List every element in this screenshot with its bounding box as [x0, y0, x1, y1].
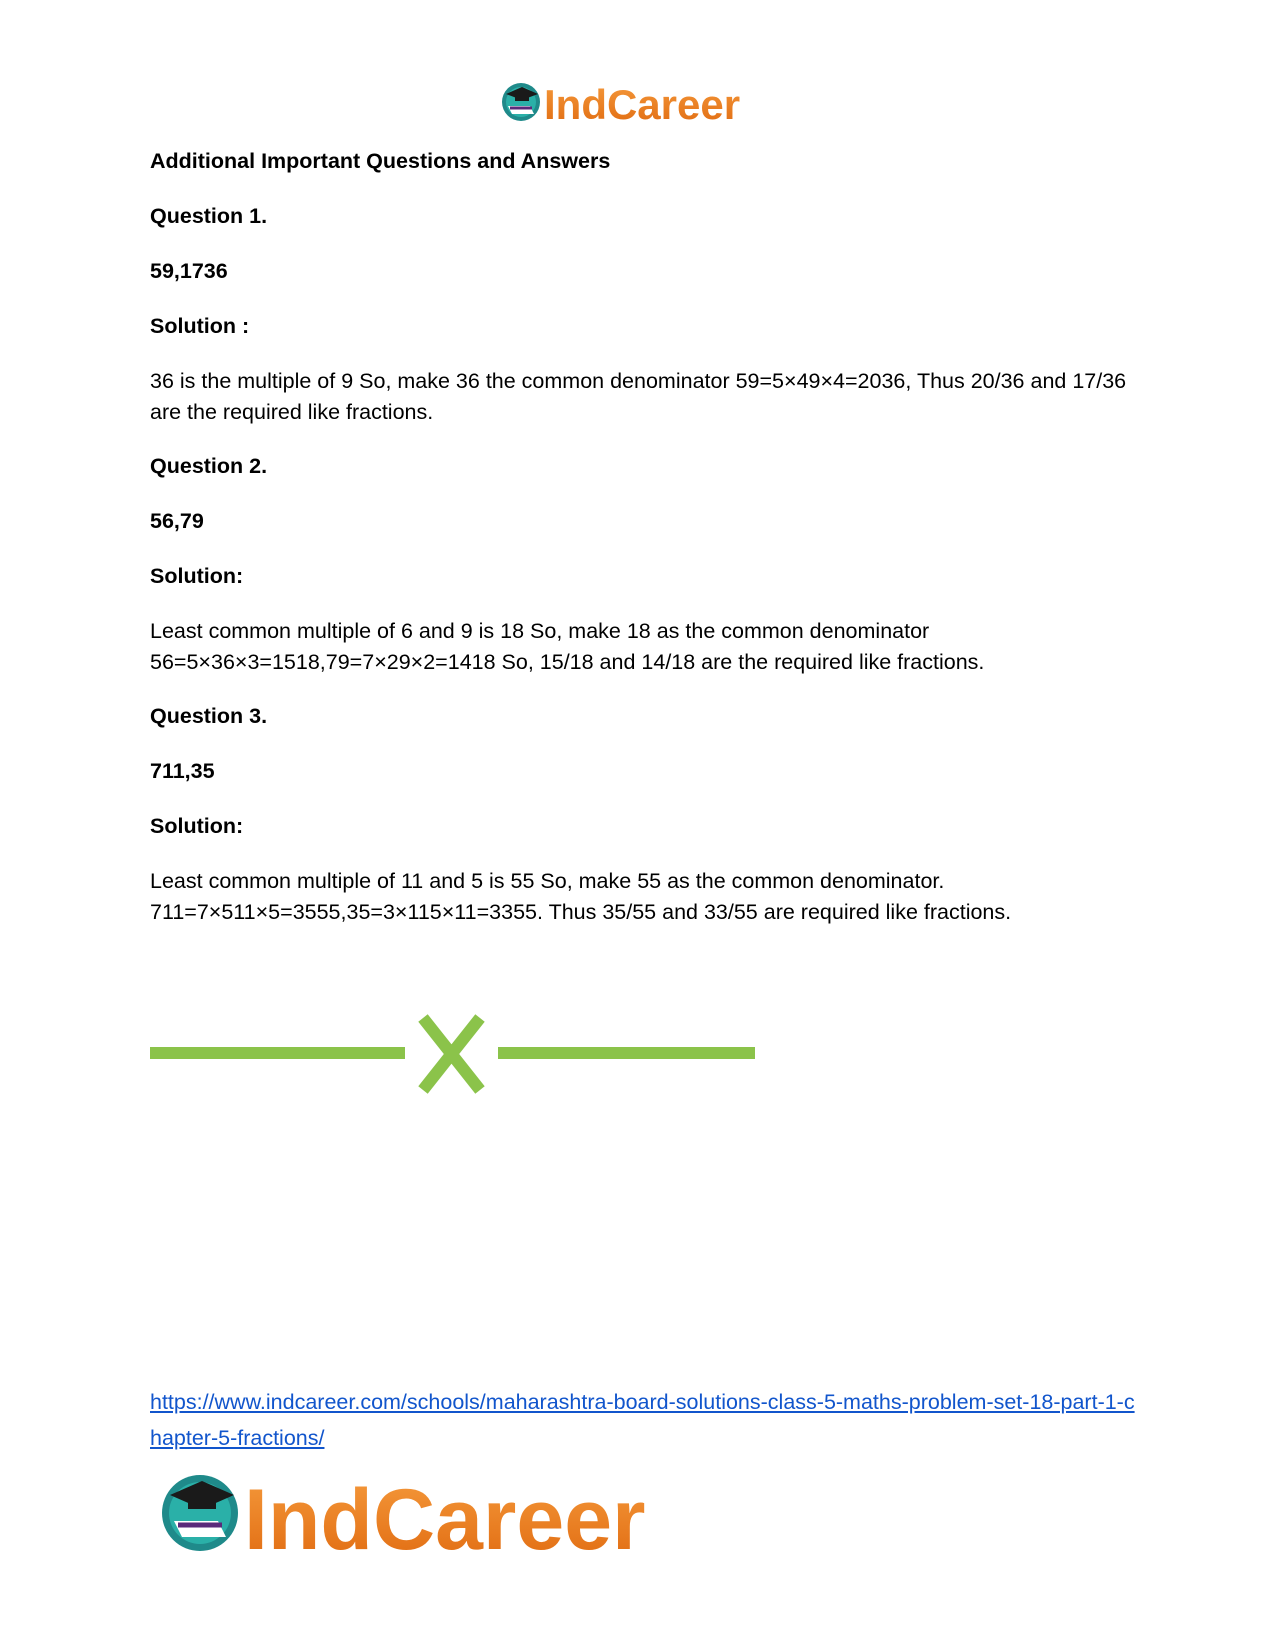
indcareer-logo-top: [500, 78, 780, 128]
solution-text: Least common multiple of 11 and 5 is 55 So, make 55 as the common denominator. 711=7×511×5=3555,35=3×115×11=3355. Thus 35/55 and 33/55 are required like fractions.: [150, 869, 1012, 924]
question-label: Question 2.: [150, 454, 268, 478]
x-mark-icon: [423, 1018, 480, 1090]
question-problem: 711,35: [150, 759, 215, 783]
question-problem: 59,1736: [150, 259, 228, 283]
indcareer-logo-bottom: [160, 1465, 705, 1560]
section-title: Additional Important Questions and Answers: [150, 149, 611, 173]
logo-wordmark-top: IndCareer: [544, 81, 741, 128]
document-body: [150, 146, 1130, 951]
solution-label: Solution:: [150, 814, 244, 838]
logo-wordmark-bottom: IndCareer: [244, 1472, 646, 1560]
source-url-link[interactable]: https://www.indcareer.com/schools/maharashtra-board-solutions-class-5-maths-problem-set-18-part-1-chapter-5-fractions/: [150, 1390, 1135, 1450]
solution-text: 36 is the multiple of 9 So, make 36 the common denominator 59=5×49×4=2036, Thus 20/36 and 17/36 are the required like fractions.: [150, 369, 1127, 424]
solution-label: Solution:: [150, 564, 244, 588]
question-label: Question 3.: [150, 704, 268, 728]
question-label: Question 1.: [150, 204, 268, 228]
question-block-3: [150, 701, 1130, 928]
solution-text: Least common multiple of 6 and 9 is 18 So, make 18 as the common denominator 56=5×36×3=1518,79=7×29×2=1418 So, 15/18 and 14/18 are the required like fractions.: [150, 619, 985, 674]
question-block-2: [150, 451, 1130, 678]
question-problem: 56,79: [150, 509, 204, 533]
graduation-globe-icon: [162, 1475, 238, 1551]
graduation-globe-icon: [502, 83, 540, 121]
section-divider: [150, 1010, 760, 1100]
question-block-1: [150, 201, 1130, 428]
solution-label: Solution :: [150, 314, 250, 338]
